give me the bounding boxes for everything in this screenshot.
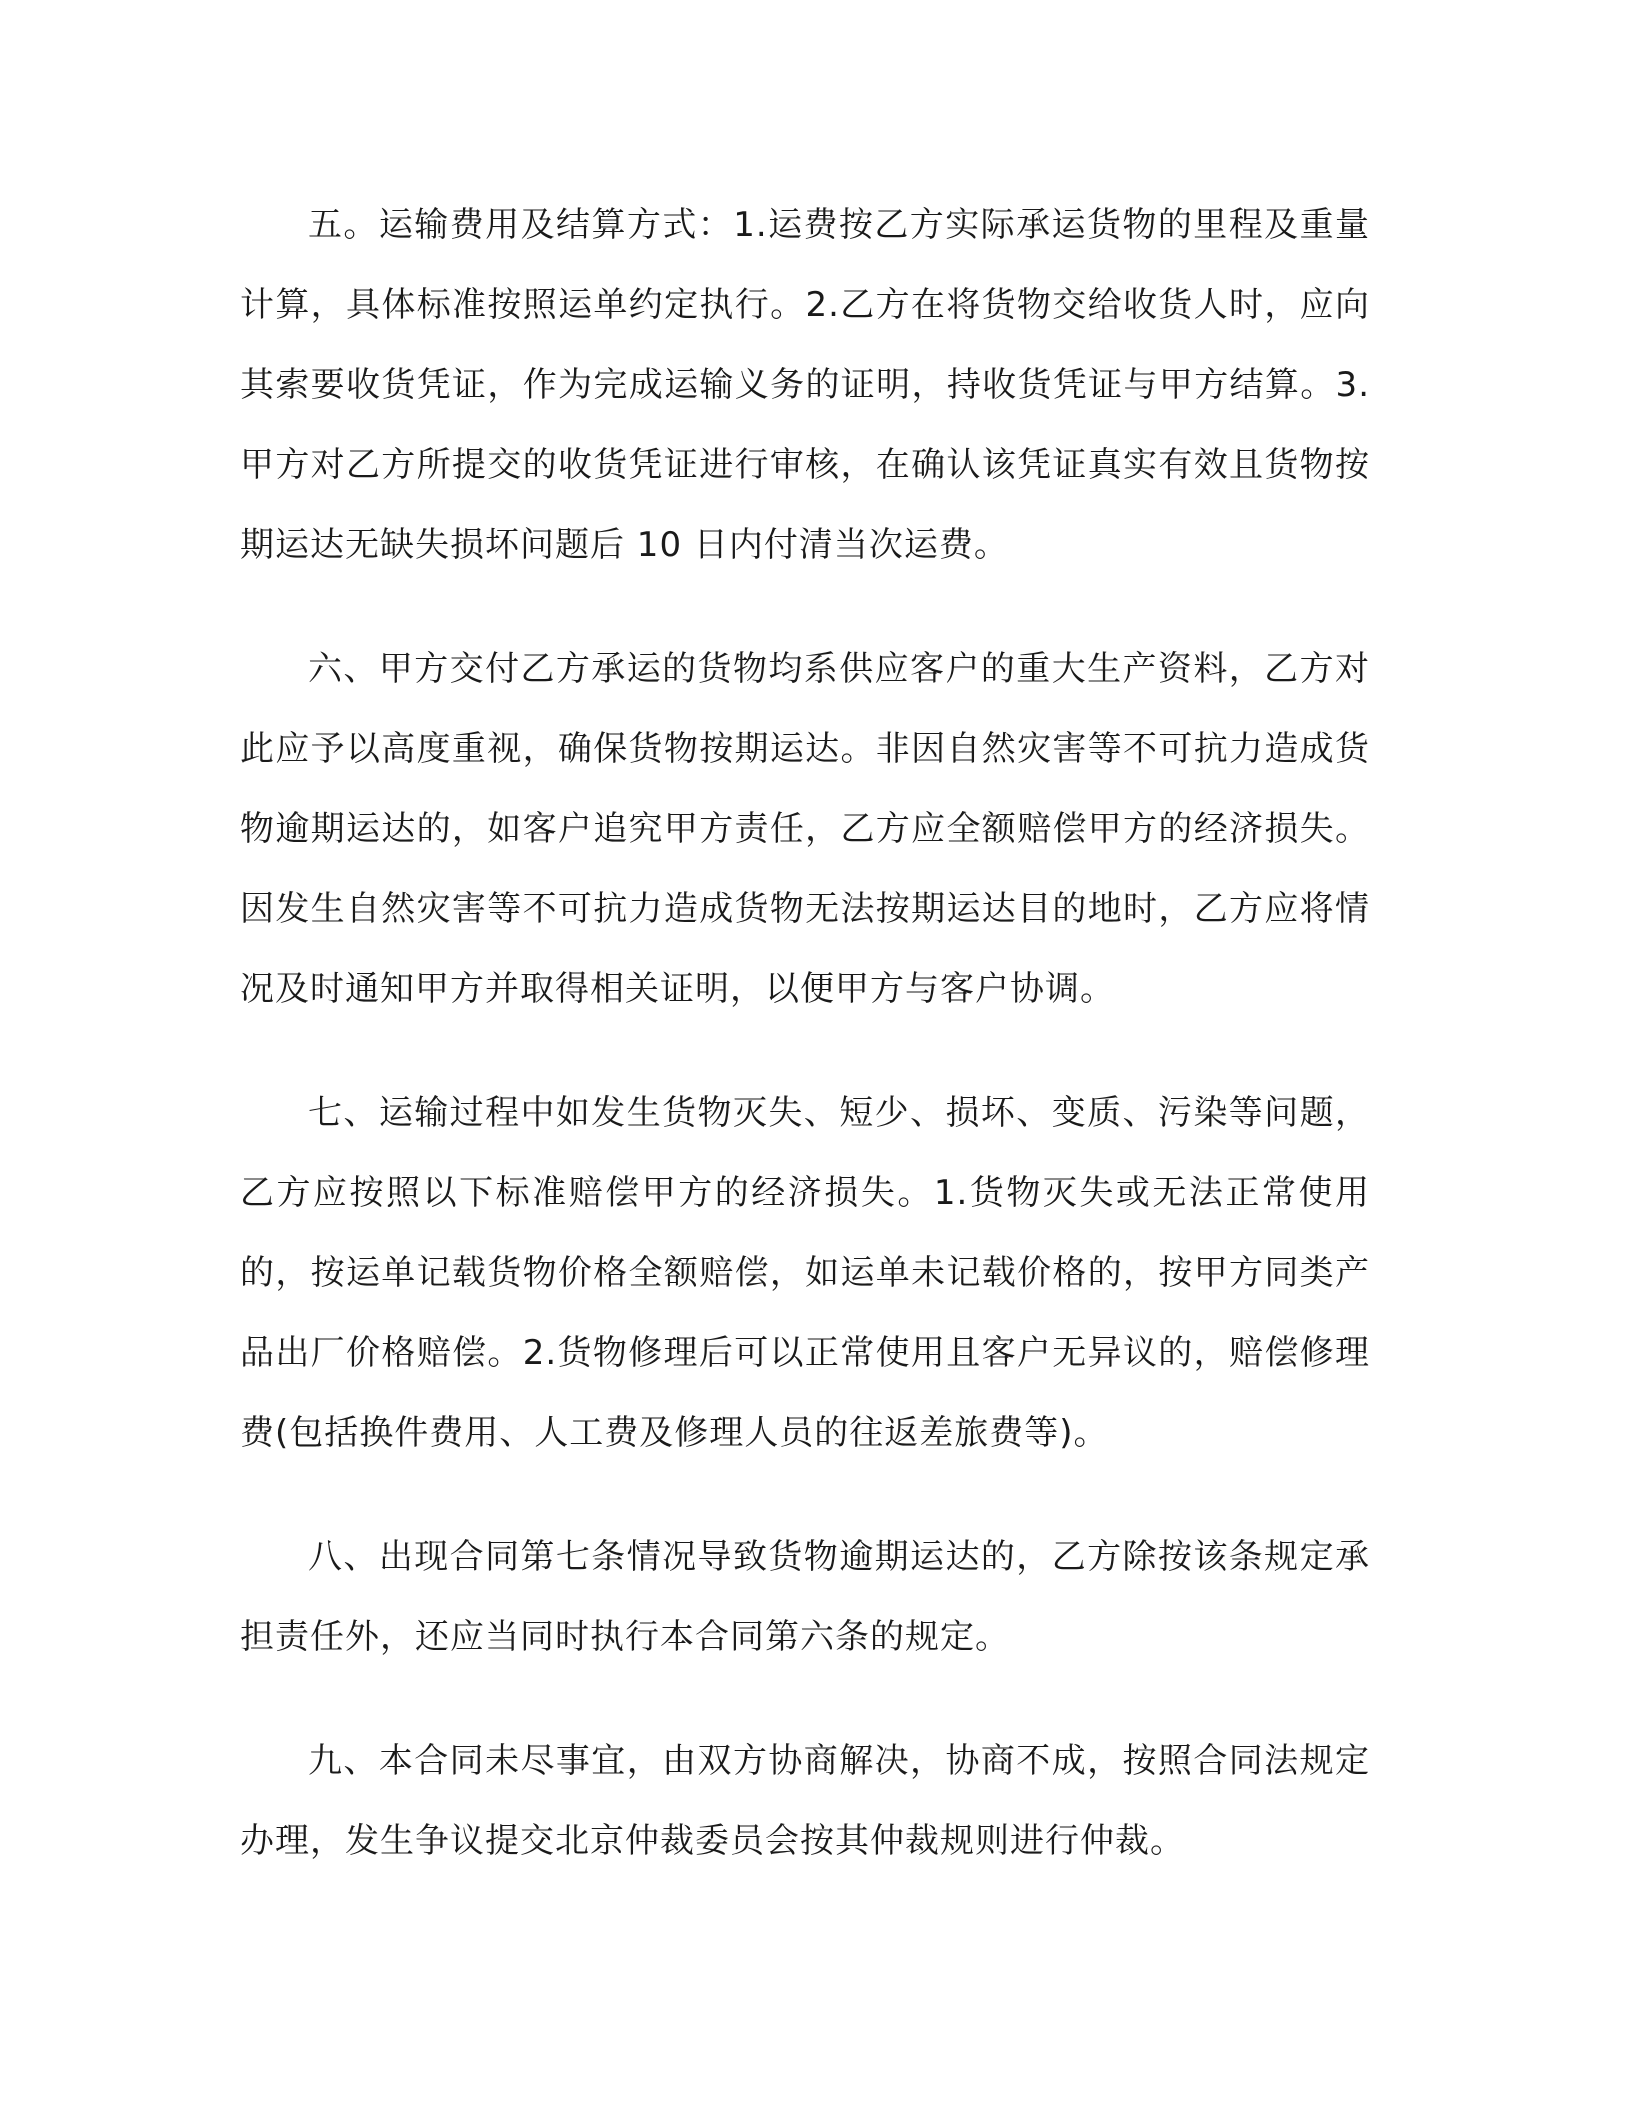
clause-9-paragraph: 九、本合同未尽事宜，由双方协商解决，协商不成，按照合同法规定办理，发生争议提交北京仲裁委员会按其仲裁规则进行仲裁。 [240, 1741, 1370, 1861]
clause-7-paragraph: 七、运输过程中如发生货物灭失、短少、损坏、变质、污染等问题，乙方应按照以下标准赔偿甲方的经济损失。1.货物灭失或无法正常使用的，按运单记载货物价格全额赔偿，如运单未记载价格的，按甲方同类产品出厂价格赔偿。2.货物修理后可以正常使用且客户无异议的，赔偿修理费(包括换件费用、人工费及修理人员的往返差旅费等)。 [240, 1093, 1370, 1453]
document-body [240, 185, 1370, 1925]
clause-5-paragraph: 五。运输费用及结算方式：1.运费按乙方实际承运货物的里程及重量计算，具体标准按照运单约定执行。2.乙方在将货物交给收货人时，应向其索要收货凭证，作为完成运输义务的证明，持收货凭证与甲方结算。3.甲方对乙方所提交的收货凭证进行审核，在确认该凭证真实有效且货物按期运达无缺失损坏问题后 10 日内付清当次运费。 [240, 205, 1370, 565]
clause-6-paragraph: 六、甲方交付乙方承运的货物均系供应客户的重大生产资料，乙方对此应予以高度重视，确保货物按期运达。非因自然灾害等不可抗力造成货物逾期运达的，如客户追究甲方责任，乙方应全额赔偿甲方的经济损失。因发生自然灾害等不可抗力造成货物无法按期运达目的地时，乙方应将情况及时通知甲方并取得相关证明，以便甲方与客户协调。 [240, 649, 1370, 1009]
clause-8-paragraph: 八、出现合同第七条情况导致货物逾期运达的，乙方除按该条规定承担责任外，还应当同时执行本合同第六条的规定。 [240, 1537, 1370, 1657]
